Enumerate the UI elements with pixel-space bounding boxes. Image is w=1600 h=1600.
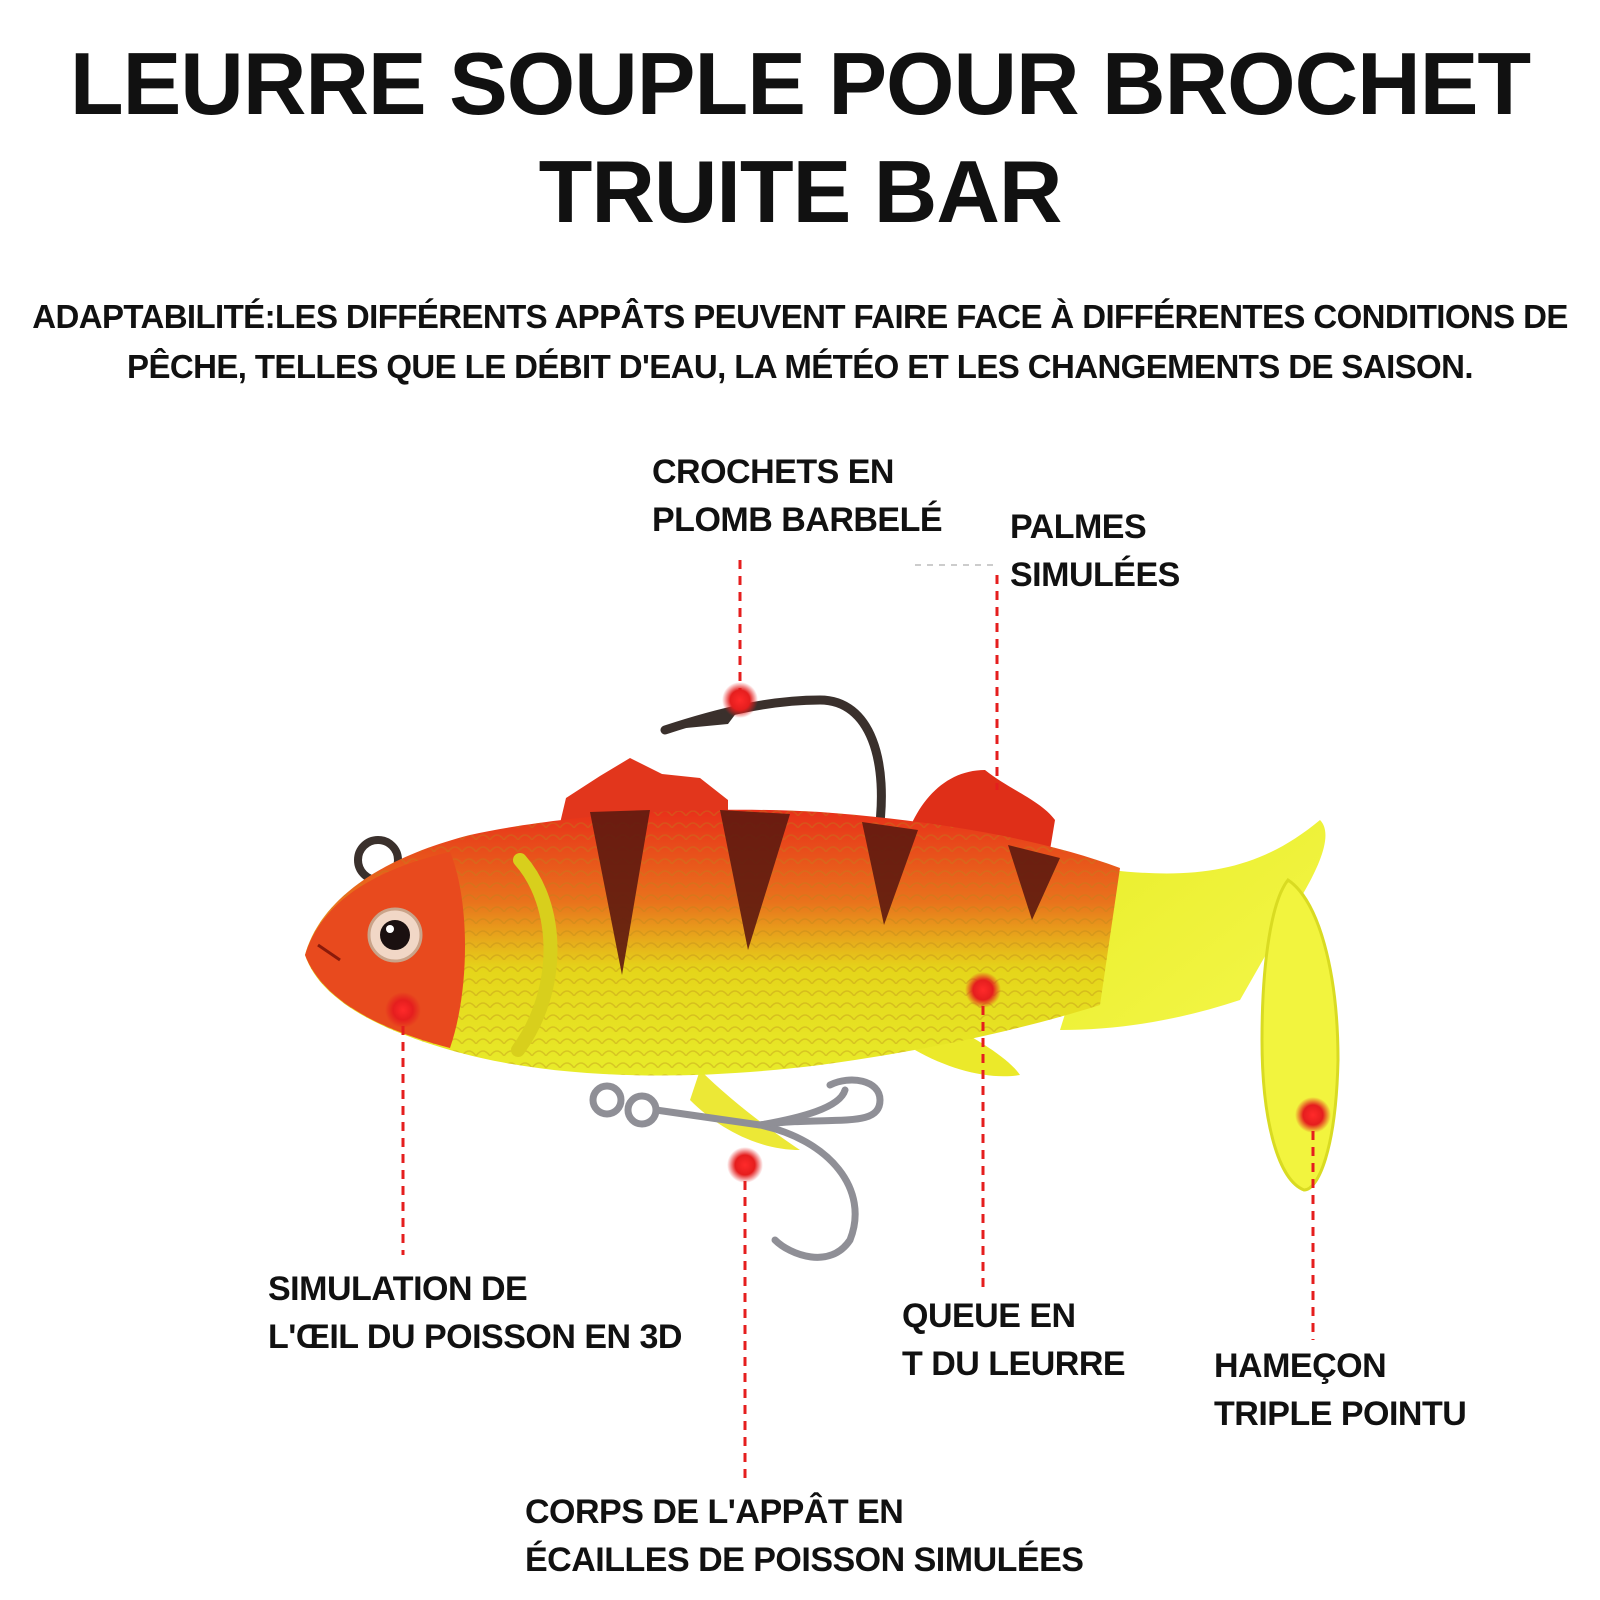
callout-line: CROCHETS EN bbox=[652, 453, 894, 491]
title-line-2: TRUITE BAR bbox=[538, 142, 1062, 241]
callout-line: PLOMB BARBELÉ bbox=[652, 501, 943, 539]
subtitle-line-1: ADAPTABILITÉ:LES DIFFÉRENTS APPÂTS PEUVENT FAIRE FACE À DIFFÉRENTES CONDITIONS DE bbox=[32, 298, 1568, 335]
marker-dot bbox=[1295, 1097, 1331, 1133]
marker-dot bbox=[965, 972, 1001, 1008]
marker-dot bbox=[385, 992, 421, 1028]
ventral-fin bbox=[690, 1070, 800, 1150]
title-line-1: LEURRE SOUPLE POUR BROCHET bbox=[69, 34, 1531, 133]
callout-simulated-fins bbox=[1010, 503, 1180, 599]
callout-line: ÉCAILLES DE POISSON SIMULÉES bbox=[525, 1541, 1084, 1579]
callout-treble-hook bbox=[1214, 1342, 1466, 1438]
callout-line: TRIPLE POINTU bbox=[1214, 1395, 1467, 1433]
callout-line: QUEUE EN bbox=[902, 1297, 1076, 1335]
callout-line: PALMES bbox=[1010, 508, 1147, 546]
callout-line: L'ŒIL DU POISSON EN 3D bbox=[268, 1318, 682, 1356]
callout-line: SIMULATION DE bbox=[268, 1270, 528, 1308]
callout-line: SIMULÉES bbox=[1010, 556, 1180, 594]
callout-3d-eye bbox=[268, 1265, 682, 1361]
t-tail-paddle bbox=[1262, 880, 1338, 1190]
marker-dot bbox=[727, 1147, 763, 1183]
callout-scaled-body bbox=[525, 1488, 1083, 1584]
callout-line: HAMEÇON bbox=[1214, 1347, 1387, 1385]
callout-t-tail bbox=[902, 1292, 1125, 1388]
callout-barbed-lead-hooks bbox=[652, 448, 942, 544]
callout-line: T DU LEURRE bbox=[902, 1345, 1126, 1383]
callout-line: CORPS DE L'APPÂT EN bbox=[525, 1493, 904, 1531]
marker-dot bbox=[722, 682, 758, 718]
subtitle-line-2: PÊCHE, TELLES QUE LE DÉBIT D'EAU, LA MÉTÉO ET LES CHANGEMENTS DE SAISON. bbox=[127, 348, 1473, 385]
